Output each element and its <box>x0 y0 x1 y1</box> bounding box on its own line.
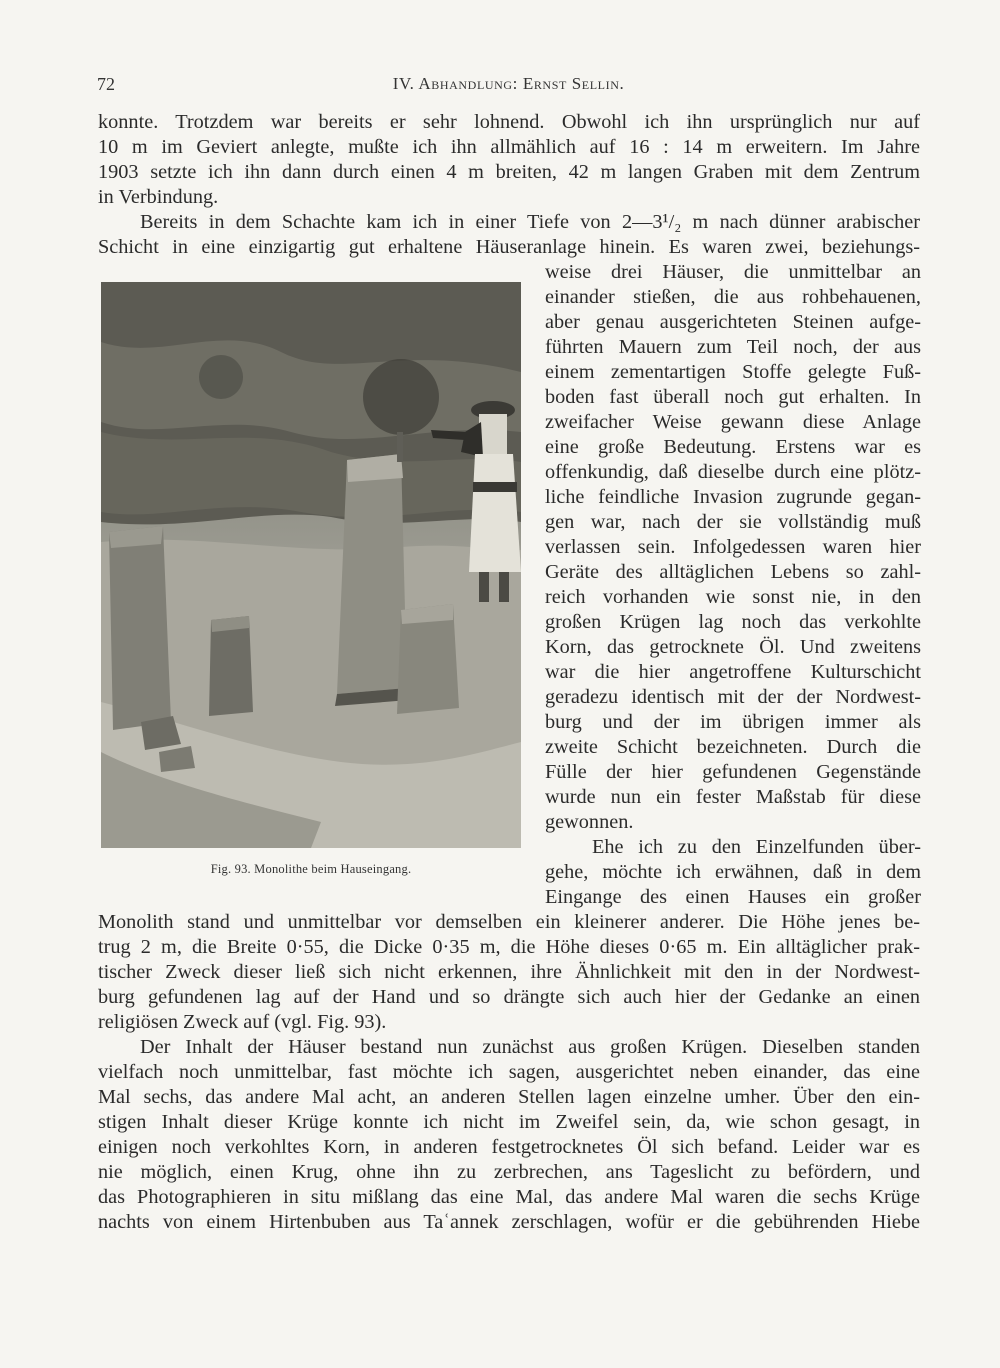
column-text-line: geradezu identisch mit der der Nordwest- <box>545 686 921 708</box>
column-text-line: gen war, nach der sie vollständig muß <box>545 511 921 533</box>
column-text-line: burg und der im übrigen immer als <box>545 711 921 733</box>
figure-photograph-monoliths <box>101 282 521 848</box>
column-text-line: Eingange des einen Hauses ein großer <box>545 886 921 908</box>
text-line: nie möglich, einen Krug, ohne ihn zu zerbrechen, ans Tageslicht zu befördern, und <box>98 1161 920 1183</box>
column-text-line: zweite Schicht bezeichneten. Durch die <box>545 736 921 758</box>
text-line: einigen noch verkohltes Korn, in anderen festgetrocknetes Öl sich befand. Leider war es <box>98 1136 920 1158</box>
column-text-line: boden fast überall noch gut erhalten. In <box>545 386 921 408</box>
text-line: das Photographieren in situ mißlang das eine Mal, das andere Mal waren die sechs Krüge <box>98 1186 920 1208</box>
photo-illustration <box>101 282 521 848</box>
column-text-line: einem zementartigen Stoffe gelegte Fuß- <box>545 361 921 383</box>
text-line: Der Inhalt der Häuser bestand nun zunächst aus großen Krügen. Dieselben standen <box>140 1036 920 1058</box>
column-text-line: reich vorhanden wie sonst nie, in den <box>545 586 921 608</box>
page-header <box>97 74 920 98</box>
page-number: 72 <box>97 74 115 94</box>
text-line: stigen Inhalt dieser Krüge konnte ich nicht im Zweifel sein, da, wie schon gesagt, in <box>98 1111 920 1133</box>
column-text-line: führten Mauern zum Teil noch, der aus <box>545 336 921 358</box>
column-text-line: gehe, möchte ich erwähnen, daß in dem <box>545 861 921 883</box>
column-text-line: eine große Bedeutung. Erstens war es <box>545 436 921 458</box>
text-line: trug 2 m, die Breite 0·55, die Dicke 0·35 m, die Höhe dieses 0·65 m. Ein alltäglicher prak- <box>98 936 920 958</box>
column-text-line: einander stießen, die aus rohbehauenen, <box>545 286 921 308</box>
column-text-line: verlassen sein. Infolgedessen waren hier <box>545 536 921 558</box>
text-line: tischer Zweck dieser ließ sich nicht erkennen, ihre Ähnlichkeit mit den in der Nordwest- <box>98 961 920 983</box>
text-line: religiösen Zweck auf (vgl. Fig. 93). <box>98 1011 387 1033</box>
column-text-line: zweifacher Weise gewann diese Anlage <box>545 411 921 433</box>
column-text-line: gewonnen. <box>545 811 634 833</box>
text-line: burg gefundenen lag auf der Hand und so drängte sich auch hier der Gedanke an einen <box>98 986 920 1008</box>
text-line: Mal sechs, das andere Mal acht, an anderen Stellen lagen einzelne umher. Über den ein- <box>98 1086 920 1108</box>
column-text-line: Geräte des alltäglichen Lebens so zahl- <box>545 561 921 583</box>
text-line: Bereits in dem Schachte kam ich in einer Tiefe von 2—3¹/₂ m nach dünner arabischer <box>140 211 920 233</box>
column-text-line: liche feindliche Invasion zugrunde gegan- <box>545 486 921 508</box>
column-text-line: Ehe ich zu den Einzelfunden über- <box>592 836 921 858</box>
text-line: 1903 setzte ich ihn dann durch einen 4 m breiten, 42 m langen Graben mit dem Zentrum <box>98 161 920 183</box>
column-text-line: weise drei Häuser, die unmittelbar an <box>545 261 921 283</box>
text-line: nachts von einem Hirtenbuben aus Taʿannek zerschlagen, wofür er die gebührenden Hiebe <box>98 1211 920 1233</box>
figure-caption: Fig. 93. Monolithe beim Hauseingang. <box>210 862 412 876</box>
column-text-line: großen Krügen lag noch das verkohlte <box>545 611 921 633</box>
running-title: IV. Abhandlung: Ernst Sellin. <box>392 74 625 93</box>
text-line: konnte. Trotzdem war bereits er sehr lohnend. Obwohl ich ihn ursprünglich nur auf <box>98 111 920 133</box>
column-text-line: Korn, das getrocknete Öl. Und zweitens <box>545 636 921 658</box>
text-line: Monolith stand und unmittelbar vor demselben ein kleinerer anderer. Die Höhe jenes be- <box>98 911 920 933</box>
column-text-line: aber genau ausgerichteten Steinen aufge- <box>545 311 921 333</box>
text-line: 10 m im Geviert anlegte, mußte ich ihn allmählich auf 16 : 14 m erweitern. Im Jahre <box>98 136 920 158</box>
text-line: vielfach noch unmittelbar, fast möchte ich sagen, ausgerichtet neben einander, das eine <box>98 1061 920 1083</box>
column-text-line: war die hier angetroffene Kulturschicht <box>545 661 921 683</box>
text-line: Schicht in eine einzigartig gut erhaltene Häuseranlage hinein. Es waren zwei, beziehungs- <box>98 236 920 258</box>
column-text-line: Fülle der hier gefundenen Gegenstände <box>545 761 921 783</box>
column-text-line: offenkundig, daß dieselbe durch eine plötz- <box>545 461 921 483</box>
text-line: in Verbindung. <box>98 186 219 208</box>
column-text-line: wurde nun ein fester Maßstab für diese <box>545 786 921 808</box>
